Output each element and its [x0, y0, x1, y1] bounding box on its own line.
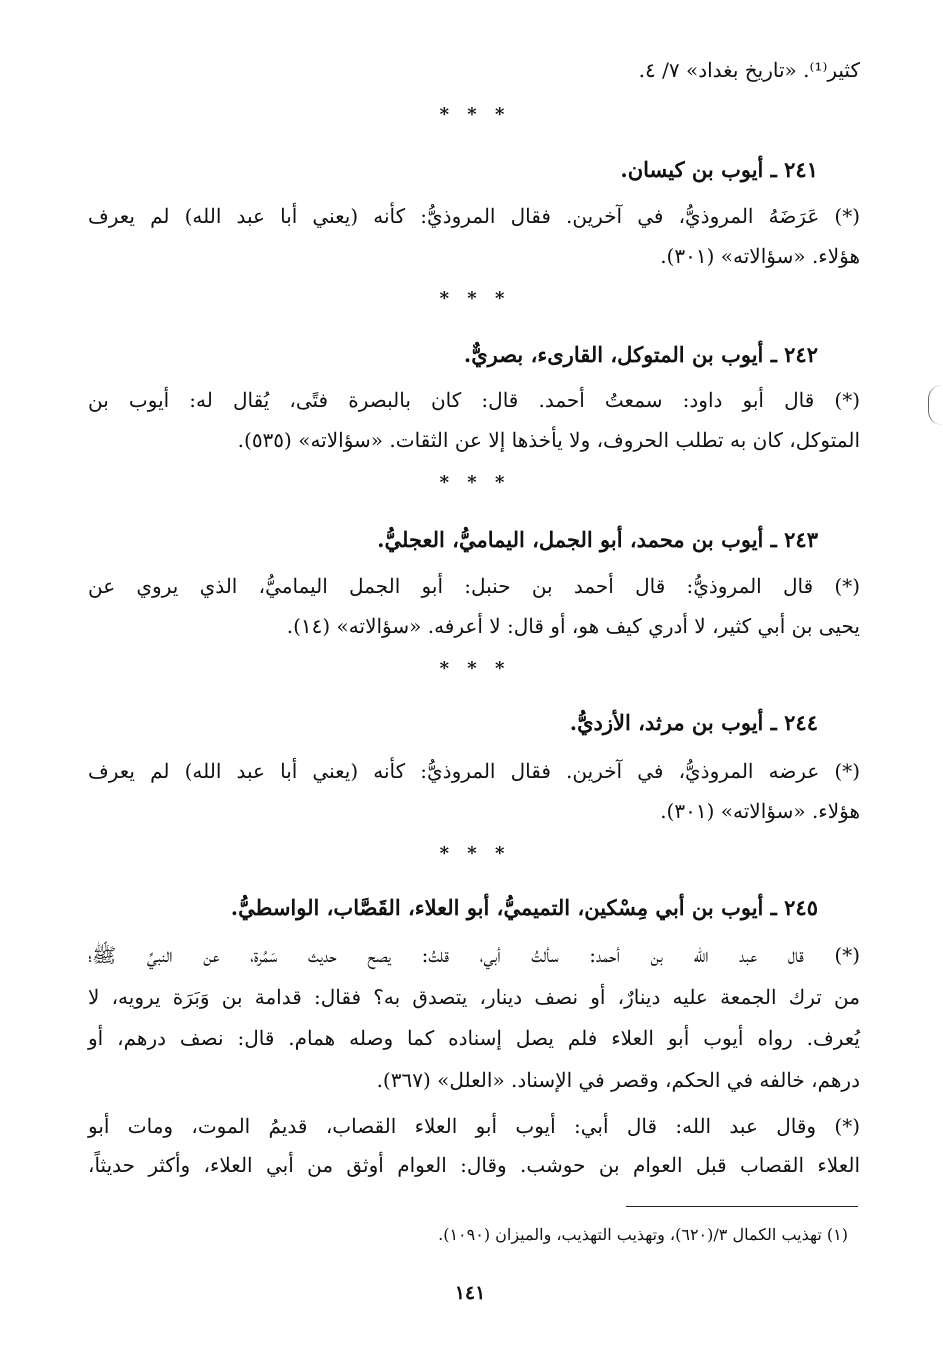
entry-heading-244: ٢٤٤ ـ أيوب بن مرثد، الأزديُّ.: [569, 710, 818, 735]
footnote-divider: [626, 1206, 858, 1207]
text-line: (*) قال المروذيُّ: قال أحمد بن حنبل: أبو الجمل اليماميُّ، الذي يروي عن: [88, 574, 860, 598]
text-line: يُعرف. رواه أيوب أبو العلاء فلم يصل إسناده كما وصله همام. قال: نصف درهم، أو: [88, 1026, 860, 1050]
text-line: من ترك الجمعة عليه دينارٌ، أو نصف دينار، يتصدق به؟ فقال: قدامة بن وَبَرَة يرويه، لا: [88, 985, 860, 1009]
entry-heading-243: ٢٤٣ ـ أيوب بن محمد، أبو الجمل، اليماميُّ، العجليُّ.: [377, 527, 818, 552]
text-line: يحيى بن أبي كثير، لا أدري كيف هو، أو قال: لا أعرفه. «سؤالاته» (١٤).: [286, 614, 860, 638]
text-line: العلاء القصاب قبل العوام بن حوشب. وقال: العوام أوثق من أبي العلاء، وأكثر حديثاً،: [88, 1153, 860, 1177]
text-line: كثير⁽¹⁾. «تاريخ بغداد» ٧/ ٤.: [638, 58, 860, 82]
entry-heading-245: ٢٤٥ ـ أيوب بن أبي مِسْكين، التميميُّ، أبو العلاء، القَصَّاب، الواسطيُّ.: [230, 895, 818, 920]
text-line: هؤلاء. «سؤالاته» (٣٠١).: [660, 244, 860, 268]
section-separator: * * *: [439, 472, 511, 493]
entry-heading-242: ٢٤٢ ـ أيوب بن المتوكل، القارىء، بصريٌّ.: [463, 342, 818, 367]
text-line: المتوكل، كان به تطلب الحروف، ولا يأخذها إلا عن الثقات. «سؤالاته» (٥٣٥).: [237, 428, 860, 452]
text-line: (*) قال أبو داود: سمعتُ أحمد. قال: كان بالبصرة فتًى، يُقال له: أيوب بن: [88, 388, 860, 412]
margin-bracket-mark: [928, 385, 943, 425]
text-line: (*) عَرَضَهُ المروذيُّ، في آخرين. فقال المروذيُّ: كأنه (يعني أبا عبد الله) لم يعرف: [88, 204, 860, 228]
text-line: (*) وقال عبد الله: قال أبي: أيوب أبو العلاء القصاب، قديمُ الموت، ومات أبو: [88, 1114, 860, 1138]
text-line: (*) عرضه المروذيُّ، في آخرين. فقال المروذيُّ: كأنه (يعني أبا عبد الله) لم يعرف: [88, 759, 860, 783]
text-line: (*) قال عبد الله بن أحمد: سألتُ أبي، قلتُ: يصح حديث سَمُرة، عن النبيِّ ﷺ؛: [88, 943, 860, 967]
footnote: (١) تهذيب الكمال ٣/(٦٢٠)، وتهذيب التهذيب، والميزان (١٠٩٠).: [438, 1225, 848, 1244]
text-line: هؤلاء. «سؤالاته» (٣٠١).: [660, 799, 860, 823]
section-separator: * * *: [439, 658, 511, 679]
page-number: ١٤١: [454, 1282, 486, 1304]
entry-heading-241: ٢٤١ ـ أيوب بن كيسان.: [620, 157, 818, 182]
text-line: درهم، خالفه في الحكم، وقصر في الإسناد. «العلل» (٣٦٧).: [376, 1068, 860, 1092]
section-separator: * * *: [439, 288, 511, 309]
section-separator: * * *: [439, 843, 511, 864]
section-separator: * * *: [439, 104, 511, 125]
